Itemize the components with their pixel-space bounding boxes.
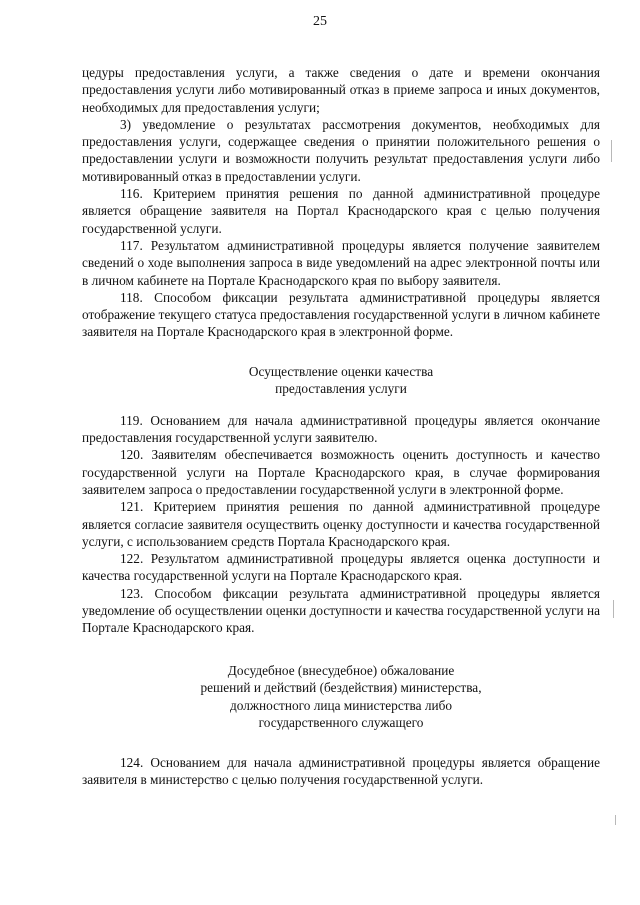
scan-artifact (611, 140, 612, 162)
section-heading-quality (82, 363, 600, 398)
paragraph-116: 116. Критерием принятия решения по данной административной процедуре является обращение заявителя на Портал Краснодарского края с целью получения государственной услуги. (82, 186, 600, 236)
paragraph-119: 119. Основанием для начала административной процедуры является окончание предоставления государственной услуги заявителю. (82, 412, 600, 446)
paragraph-117: 117. Результатом административной процедуры является получение заявителем сведений о ходе выполнения запроса в виде уведомлений на адрес электронной почты или в личном кабинете на Портале Краснодарского края по выбору заявителя. (82, 237, 600, 288)
paragraph-120: 120. Заявителям обеспечивается возможность оценить доступность и качество государственной услуги на Портале Краснодарского края, в случае формирования заявителем запроса о предоставлении государственной услуги в электронной форме. (82, 447, 600, 497)
page-number: 25 (313, 14, 327, 29)
paragraph-item-3: 3) уведомление о результатах рассмотрения документов, необходимых для предоставления услуги, содержащее сведения о принятии положительного решения о предоставлении услуги и возможности получить результат предоставления услуги либо мотивированный отказ в предоставлении услуги. (82, 116, 600, 184)
heading-line: Досудебное (внесудебное) обжалование (227, 662, 455, 678)
heading-line: государственного служащего (258, 715, 424, 731)
paragraph-continuation: цедуры предоставления услуги, а также сведения о дате и времени окончания предоставления услуги либо мотивированный отказ в приеме запроса и иных документов, необходимых для предоставления услуги; (82, 65, 600, 115)
heading-line: должностного лица министерства либо (229, 697, 453, 713)
paragraph-123: 123. Способом фиксации результата административной процедуры является уведомление об осуществлении оценки доступности и качества государственной услуги на Портале Краснодарского края. (82, 585, 600, 636)
scan-artifact (613, 600, 614, 618)
heading-line: решений и действий (бездействия) министерства, (200, 680, 482, 696)
document-body (82, 64, 600, 788)
paragraph-121: 121. Критерием принятия решения по данной административной процедуре является согласие заявителя осуществить оценку доступности и качества государственной услуги, с использованием средств Портала Краснодарского края. (82, 499, 600, 549)
paragraph-122: 122. Результатом административной процедуры является оценка доступности и качества государственной услуги на Портале Краснодарского края. (82, 551, 600, 584)
scan-artifact (615, 815, 616, 825)
section-heading-appeal (82, 662, 600, 732)
heading-line: Осуществление оценки качества (248, 363, 434, 379)
paragraph-118: 118. Способом фиксации результата административной процедуры является отображение текущего статуса предоставления государственной услуги в личном кабинете заявителя на Портале Краснодарского края в электронной форме. (82, 289, 600, 340)
heading-line: предоставления услуги (275, 381, 407, 397)
paragraph-124: 124. Основанием для начала административной процедуры является обращение заявителя в министерство с целью получения государственной услуги. (82, 754, 600, 787)
